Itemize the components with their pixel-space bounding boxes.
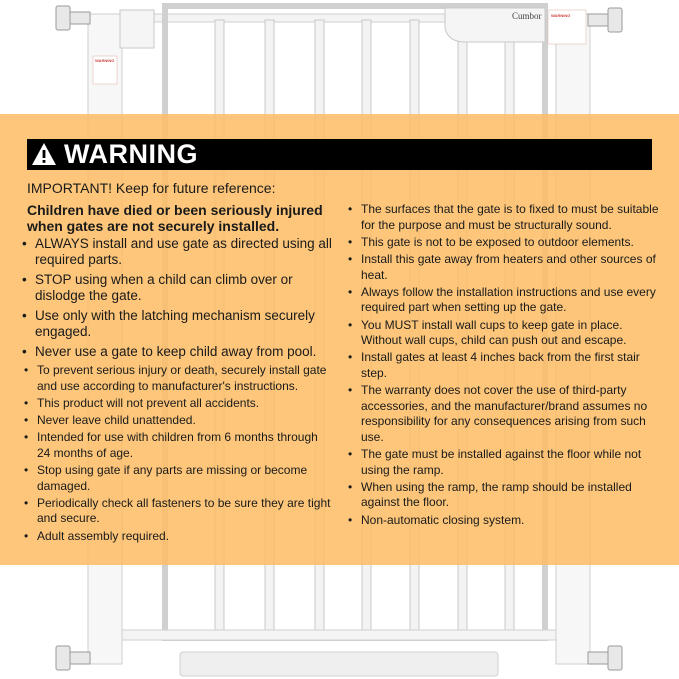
minor-warning-list (24, 363, 334, 546)
list-item: • When using the ramp, the ramp should be installed against the floor. (348, 480, 660, 511)
list-item: • STOP using when a child can climb over or dislodge the gate. (22, 272, 337, 304)
warning-title: WARNING (64, 139, 198, 169)
list-item: • Periodically check all fasteners to be sure they are tight and secure. (24, 496, 334, 527)
warning-headline: Children have died or been seriously injured when gates are not securely installed. (27, 202, 323, 234)
wall-cup-bottom-right (588, 646, 622, 670)
list-item: • Non-automatic closing system. (348, 513, 660, 529)
warning-triangle-icon (31, 142, 57, 166)
major-warning-list (22, 236, 337, 364)
list-item: • This gate is not to be exposed to outdoor elements. (348, 235, 660, 251)
list-item: • Intended for use with children from 6 months through 24 months of age. (24, 430, 334, 461)
important-notice: IMPORTANT! Keep for future reference: (27, 180, 276, 196)
list-item: • Never leave child unattended. (24, 413, 334, 429)
list-item: • You MUST install wall cups to keep gate in place. Without wall cups, child can push out and escape. (348, 318, 660, 349)
gate-bottom-rail (122, 630, 556, 640)
list-item: • The warranty does not cover the use of third-party accessories, and the manufacturer/brand assumes no responsibility for any consequences arising from such use. (348, 383, 660, 445)
list-item: • Install this gate away from heaters and other sources of heat. (348, 252, 660, 283)
list-item: • Stop using gate if any parts are missing or become damaged. (24, 463, 334, 494)
list-item: • Always follow the installation instructions and use every required part when setting up the gate. (348, 285, 660, 316)
wall-cup-bottom-left (56, 646, 90, 670)
list-item: • The gate must be installed against the floor while not using the ramp. (348, 447, 660, 478)
wall-cup-top-right (588, 8, 622, 32)
list-item: • Adult assembly required. (24, 529, 334, 545)
wall-cup-top-left (56, 6, 90, 30)
list-item: • To prevent serious injury or death, securely install gate and use according to manufacturer's instructions. (24, 363, 334, 394)
gate-floor-ramp (180, 652, 498, 676)
gate-hinge-top-left (120, 10, 154, 48)
warning-sticker-latch-text: WARNING (551, 13, 571, 18)
list-item: • This product will not prevent all accidents. (24, 396, 334, 412)
list-item: • Never use a gate to keep child away from pool. (22, 344, 337, 360)
list-item: • Install gates at least 4 inches back from the first stair step. (348, 350, 660, 381)
brand-logo: Cumbor (512, 11, 542, 21)
warning-sticker-left-text: WARNING (95, 58, 115, 63)
list-item: • ALWAYS install and use gate as directed using all required parts. (22, 236, 337, 268)
list-item: • Use only with the latching mechanism securely engaged. (22, 308, 337, 340)
right-warning-list (348, 202, 660, 530)
warning-banner (27, 139, 652, 170)
list-item: • The surfaces that the gate is to fixed to must be suitable for the purpose and must be structurally sound. (348, 202, 660, 233)
